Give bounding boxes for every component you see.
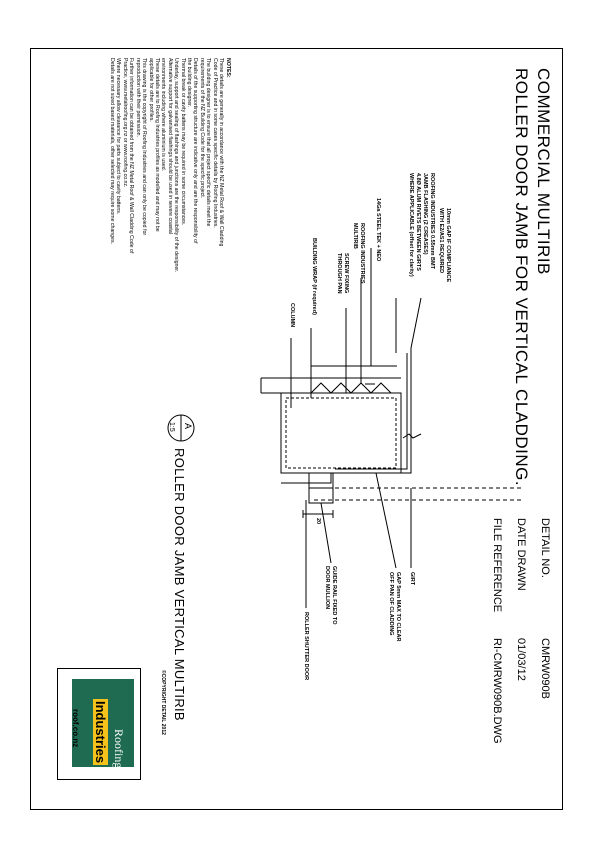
logo-website: roof.co.nz — [71, 709, 80, 748]
caption-letter: A — [183, 423, 193, 430]
column-inner — [286, 398, 396, 468]
title-line-2: ROLLER DOOR JAMB FOR VERTICAL CLADDING. — [512, 68, 531, 487]
label-jamb-flashing: ROOFING INDUSTRIES 0.55mm BMT JAMB FLASHING (2 CREASES) 4.8Ø ALUM RIVETS BETWEEN GIRTS WHERE APPLICABLE (offset for clarity) — [408, 173, 435, 277]
note-line: applicable for other profiles. — [147, 58, 154, 122]
label-roller-door: ROLLER SHUTTER DOOR — [303, 612, 309, 681]
note-line: reproduction with their permission. — [134, 58, 141, 138]
label-column: COLUMN — [289, 303, 295, 328]
label-screw-fixing: SCREW FIXING THROUGH PAN — [336, 253, 349, 294]
date-value: 01/03/12 — [515, 638, 527, 681]
label-girt: GIRT — [409, 572, 415, 586]
logo-word-roofing: Roofing — [112, 729, 126, 769]
file-reference-value: RI-CMRW090B.DWG — [491, 638, 503, 744]
column-outline — [281, 393, 401, 473]
notes-list — [109, 58, 224, 398]
note-line: Code of Practice and in some cases specific details by Roofing Industries. — [211, 58, 218, 228]
caption-text: ROLLER DOOR JAMB VERTICAL MULTIRIB — [172, 448, 187, 721]
note-line: Details of the supporting structure are indicative only and are the responsibility of — [192, 58, 199, 244]
title-line-1: COMMERCIAL MULTIRIB — [534, 68, 553, 275]
multirib-profile — [311, 383, 391, 393]
note-line: Alternative support for galvanised flashings should be used in severe coastal — [166, 58, 173, 234]
notes-heading: NOTES: — [225, 58, 231, 78]
dimension-value: 20 — [315, 518, 321, 525]
label-guide-rail: GUIDE RAIL FIXED TO DOOR MULLION — [324, 566, 337, 625]
drawing-sheet — [30, 48, 561, 808]
caption-sheet: 1:5 — [168, 422, 175, 432]
file-reference-label: FILE REFERENCE — [491, 518, 503, 613]
label-gap-compliance: 10mm GAP IF COMPLIANCE WITH E2/AS1 REQUIRED — [438, 208, 451, 283]
note-line: requirements of the NZ Building Code for the specific project. — [198, 58, 205, 199]
date-label: DATE DRAWN — [515, 518, 527, 591]
leader-gap-pan — [376, 473, 396, 568]
detail-no-value: CMRW090B — [539, 638, 551, 699]
note-line: Further information can be obtained from the NZ Metal Roof & Wall Cladding Code of — [128, 58, 135, 254]
note-line: The building designer is to ensure that all project specific details meet the — [205, 58, 212, 227]
note-line: Thermal break or cavity battens may be required in some circumstances. — [179, 58, 186, 226]
note-line: environments including where aluminium is used. — [160, 58, 167, 172]
note-line: Where necessary allow clearance for parts subject to cavity battens. — [115, 58, 122, 215]
copyright: ©COPYRIGHT DETAIL 2012 — [160, 670, 166, 735]
roofing-industries-logo — [57, 668, 141, 780]
label-gap-pan: GAP 5mm MAX TO CLEAR OFF PAN OF CLADDING — [388, 572, 401, 642]
note-line: Practice, www.metalroofing.org.nz or www.roofing.co.nz. — [121, 58, 128, 188]
detail-no-label: DETAIL NO. — [539, 518, 551, 578]
note-line: This drawing is the copyright of Roofing Industries and can only be copied for — [141, 58, 148, 236]
note-line: Underlay, support and sealing of flashings and junctions are the responsibility of the designer. — [173, 58, 180, 273]
note-line: the building designer. — [185, 58, 192, 108]
label-steel-tek: 14Ga STEEL TEK + NEO — [375, 198, 381, 262]
note-line: These details are to Roofing Industries profiles as modelled and may not be — [153, 58, 160, 232]
note-line: These details are generally in accordance with the NZ Metal Roof & Wall Cladding — [218, 58, 224, 247]
leader-guide-rail — [321, 503, 331, 563]
label-multirib: ROOFING INDUSTRIES MULTIRIB — [352, 223, 365, 284]
logo-word-industries: Industries — [93, 701, 108, 764]
leader-gap — [411, 298, 421, 348]
note-line: Details are not sized based materials, other selected may require some changes. — [109, 58, 116, 244]
label-building-wrap: BUILDING WRAP (if required) — [311, 238, 317, 315]
break-mark — [403, 434, 421, 438]
